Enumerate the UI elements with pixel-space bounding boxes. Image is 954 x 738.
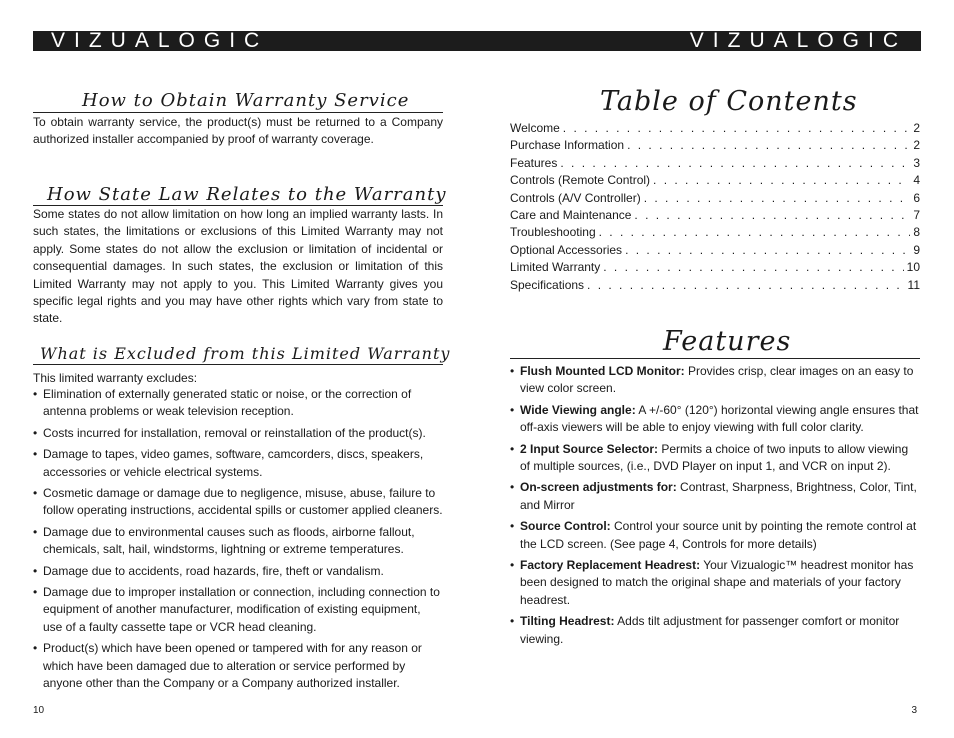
page-number: 10 <box>33 705 45 716</box>
toc-entry[interactable] <box>510 260 920 277</box>
list-item <box>510 518 920 553</box>
toc-leader <box>644 191 911 205</box>
toc-entry-title: Controls (Remote Control) <box>510 173 651 188</box>
feature-term: Flush Mounted LCD Monitor: <box>520 364 685 378</box>
toc-entry-title: Welcome <box>510 121 560 135</box>
toc-entry[interactable] <box>510 225 920 242</box>
list-item: • Cosmetic damage or damage due to negligence, misuse, abuse, failure to follow operating instructions, accidental spills or customer applied cleaners. <box>33 485 443 520</box>
toc-entry[interactable] <box>510 243 920 260</box>
toc-entry-title: Features <box>510 155 558 170</box>
toc-leader <box>563 121 911 135</box>
excluded-intro: This limited warranty excludes: <box>33 371 198 385</box>
excluded-heading: What is Excluded from this Limited Warranty <box>40 344 451 363</box>
list-item: • Elimination of externally generated static or noise, or the correction of antenna problems or weak television reception. <box>33 386 443 421</box>
toc-entry-page: 7 <box>913 207 920 222</box>
toc-leader <box>625 243 910 257</box>
toc-entry-title: Purchase Information <box>510 138 625 153</box>
toc-entry-title: Optional Accessories <box>510 242 623 257</box>
list-item <box>510 557 920 609</box>
list-item <box>510 613 920 648</box>
features-heading: Features <box>663 326 792 357</box>
toc-leader <box>560 156 910 170</box>
feature-text: Adds tilt adjustment for passenger comfort or monitor viewing. <box>520 614 900 646</box>
toc-entry[interactable] <box>510 173 920 190</box>
toc-entry-page: 2 <box>913 121 920 135</box>
list-item <box>510 479 920 514</box>
toc-entry[interactable] <box>510 156 920 173</box>
warranty-service-body: To obtain warranty service, the product(s) must be returned to a Company authorized installer accompanied by proof of warranty coverage. <box>33 115 443 147</box>
toc-entry-title: Care and Maintenance <box>510 207 632 222</box>
toc-entry-page: 9 <box>913 242 920 257</box>
toc-entry-page: 8 <box>913 225 920 240</box>
toc-entry-page: 4 <box>913 173 920 188</box>
feature-text: Permits a choice of two inputs to allow viewing of multiple sources, (i.e., DVD Player on input 1, and VCR on input 2). <box>520 441 909 474</box>
toc-entry-page: 2 <box>913 138 920 153</box>
header-bar <box>477 31 921 51</box>
feature-term: Tilting Headrest: <box>520 614 615 629</box>
list-item: • Damage to tapes, video games, software, camcorders, discs, speakers, accessories or vehicle electrical systems. <box>33 446 443 481</box>
page-number: 3 <box>911 705 917 716</box>
list-item: • Product(s) which have been opened or tampered with for any reason or which have been damaged due to alteration or service performed by anyone other than the Company or a Company authorized installer. <box>33 640 443 692</box>
heading-rule <box>33 112 443 113</box>
list-item <box>510 441 920 476</box>
list-item <box>510 402 920 437</box>
heading-rule <box>33 364 443 365</box>
list-item <box>510 363 920 398</box>
heading-rule <box>510 358 920 359</box>
toc-heading: Table of Contents <box>600 86 858 117</box>
toc-entry-title: Specifications <box>510 277 585 292</box>
warranty-service-heading: How to Obtain Warranty Service <box>82 90 410 111</box>
toc-entry-title: Troubleshooting <box>510 225 596 240</box>
state-law-body: Some states do not allow limitation on how long an implied warranty lasts. In such states, the limitations or exclusions of this Limited Warranty may not apply. Some states do not allow the exclusion or limitation of incidental or consequential damages. In such states, the exclusion or limitation of this Limited Warranty may not apply to you. This Limited Warranty gives you specific legal rights and you may have other rights which vary from state to state. <box>33 207 443 326</box>
list-item: • Damage due to improper installation or connection, including connection to equipment of another manufacturer, modification of existing equipment, use of a faulty cassette tape or VCR head cleaning. <box>33 584 443 636</box>
toc-leader <box>603 260 903 274</box>
state-law-heading: How State Law Relates to the Warranty <box>47 184 447 205</box>
list-item: • Costs incurred for installation, removal or reinstallation of the product(s). <box>33 425 443 442</box>
feature-term: 2 Input Source Selector: <box>520 441 659 456</box>
toc-entry-page: 10 <box>906 260 920 275</box>
feature-text: Provides crisp, clear images on an easy to view color screen. <box>520 364 914 396</box>
toc-entry[interactable] <box>510 121 920 138</box>
feature-text: Contrast, Sharpness, Brightness, Color, Tint, and Mirror <box>520 480 917 512</box>
feature-text: Your Vizualogic™ headrest monitor has been designed to match the original shape and materials of your factory headrest. <box>520 558 914 607</box>
feature-text: Control your source unit by pointing the remote control at the LCD screen. (See page 4, Controls for more details) <box>520 519 917 551</box>
toc-leader <box>634 208 910 222</box>
feature-text: A +/-60° (120°) horizontal viewing angle ensures that off-axis viewers will be able to enjoy viewing with full color clarity. <box>520 402 919 435</box>
list-item: • Damage due to accidents, road hazards, fire, theft or vandalism. <box>33 563 443 580</box>
list-item: • Damage due to environmental causes such as floods, airborne fallout, chemicals, salt, hail, windstorms, lightning or extreme temperatures. <box>33 524 443 559</box>
toc-entry-title: Controls (A/V Controller) <box>510 190 641 205</box>
excluded-list <box>33 386 443 697</box>
toc-leader <box>627 138 910 152</box>
toc-entry[interactable] <box>510 278 920 295</box>
toc-list <box>510 121 920 295</box>
toc-entry[interactable] <box>510 191 920 208</box>
toc-entry[interactable] <box>510 208 920 225</box>
feature-term: Wide Viewing angle: <box>520 402 636 417</box>
toc-entry[interactable] <box>510 138 920 155</box>
right-page <box>477 0 954 738</box>
toc-leader <box>599 225 911 239</box>
brand-logo: VIZUALOGIC <box>51 29 269 52</box>
toc-entry-page: 11 <box>907 277 920 292</box>
toc-entry-page: 3 <box>913 155 920 170</box>
toc-entry-title: Limited Warranty <box>510 260 601 275</box>
toc-entry-page: 6 <box>913 190 920 205</box>
header-bar <box>33 31 477 51</box>
toc-leader <box>587 278 904 292</box>
brand-logo: VIZUALOGIC <box>689 29 907 52</box>
toc-leader <box>653 173 910 187</box>
feature-term: Source Control: <box>520 519 611 534</box>
feature-term: Factory Replacement Headrest: <box>520 558 701 573</box>
feature-term: On-screen adjustments for: <box>520 480 677 495</box>
features-list <box>510 363 920 652</box>
